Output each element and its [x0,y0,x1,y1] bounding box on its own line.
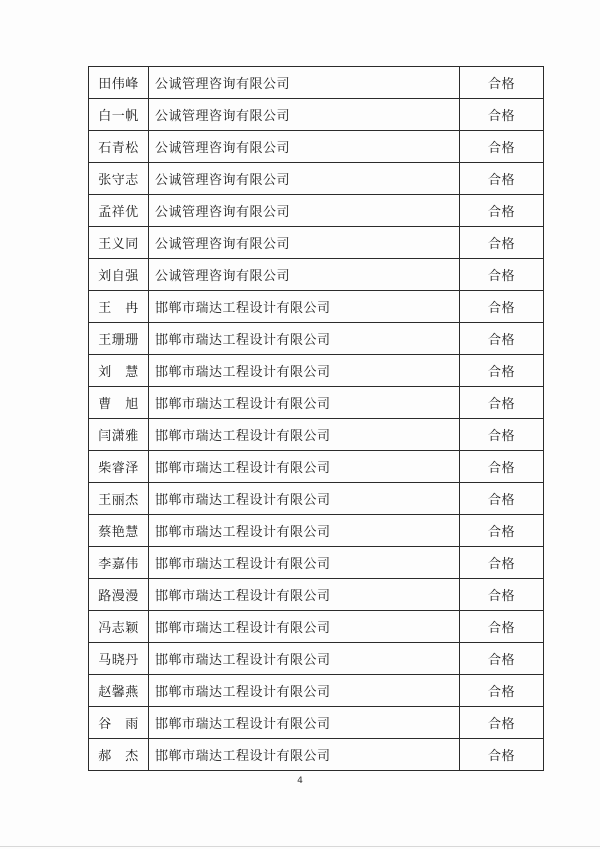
company-name-cell: 公诚管理咨询有限公司 [149,67,460,99]
table-row [89,163,544,195]
page-edge-divider [0,846,600,847]
table-row [89,131,544,163]
person-name-cell: 谷 雨 [89,707,149,739]
person-name-cell: 白一帆 [89,99,149,131]
result-cell: 合格 [460,67,544,99]
table-row [89,579,544,611]
company-name-cell: 邯郸市瑞达工程设计有限公司 [149,611,460,643]
table-row [89,515,544,547]
table-row [89,227,544,259]
company-name-cell: 邯郸市瑞达工程设计有限公司 [149,547,460,579]
result-cell: 合格 [460,579,544,611]
table-row [89,419,544,451]
result-cell: 合格 [460,131,544,163]
page-number: 4 [297,776,303,786]
table-row [89,451,544,483]
result-cell: 合格 [460,419,544,451]
table-row [89,483,544,515]
company-name-cell: 公诚管理咨询有限公司 [149,99,460,131]
company-name-cell: 公诚管理咨询有限公司 [149,131,460,163]
person-name-cell: 石青松 [89,131,149,163]
table-row [89,643,544,675]
table-row [89,323,544,355]
person-name-cell: 王 冉 [89,291,149,323]
company-name-cell: 邯郸市瑞达工程设计有限公司 [149,387,460,419]
table-row [89,67,544,99]
qualification-table-body [89,67,544,771]
result-cell: 合格 [460,739,544,771]
person-name-cell: 马晓丹 [89,643,149,675]
company-name-cell: 邯郸市瑞达工程设计有限公司 [149,675,460,707]
company-name-cell: 邯郸市瑞达工程设计有限公司 [149,355,460,387]
company-name-cell: 邯郸市瑞达工程设计有限公司 [149,579,460,611]
company-name-cell: 公诚管理咨询有限公司 [149,227,460,259]
result-cell: 合格 [460,99,544,131]
person-name-cell: 郝 杰 [89,739,149,771]
table-row [89,547,544,579]
company-name-cell: 邯郸市瑞达工程设计有限公司 [149,739,460,771]
table-row [89,739,544,771]
table-row [89,259,544,291]
person-name-cell: 赵馨燕 [89,675,149,707]
table-row [89,611,544,643]
table-row [89,675,544,707]
company-name-cell: 邯郸市瑞达工程设计有限公司 [149,451,460,483]
table-row [89,387,544,419]
result-cell: 合格 [460,451,544,483]
result-cell: 合格 [460,355,544,387]
result-cell: 合格 [460,195,544,227]
table-row [89,195,544,227]
result-cell: 合格 [460,163,544,195]
person-name-cell: 柴睿泽 [89,451,149,483]
person-name-cell: 刘 慧 [89,355,149,387]
company-name-cell: 公诚管理咨询有限公司 [149,195,460,227]
table-row [89,291,544,323]
person-name-cell: 王珊珊 [89,323,149,355]
person-name-cell: 刘自强 [89,259,149,291]
result-cell: 合格 [460,515,544,547]
person-name-cell: 田伟峰 [89,67,149,99]
person-name-cell: 冯志颖 [89,611,149,643]
result-cell: 合格 [460,675,544,707]
company-name-cell: 邯郸市瑞达工程设计有限公司 [149,707,460,739]
qualification-table [88,66,544,771]
result-cell: 合格 [460,611,544,643]
company-name-cell: 邯郸市瑞达工程设计有限公司 [149,515,460,547]
person-name-cell: 张守志 [89,163,149,195]
company-name-cell: 邯郸市瑞达工程设计有限公司 [149,419,460,451]
result-cell: 合格 [460,643,544,675]
result-cell: 合格 [460,387,544,419]
company-name-cell: 邯郸市瑞达工程设计有限公司 [149,483,460,515]
person-name-cell: 孟祥优 [89,195,149,227]
result-cell: 合格 [460,259,544,291]
result-cell: 合格 [460,291,544,323]
person-name-cell: 路漫漫 [89,579,149,611]
table-row [89,355,544,387]
company-name-cell: 邯郸市瑞达工程设计有限公司 [149,323,460,355]
company-name-cell: 邯郸市瑞达工程设计有限公司 [149,291,460,323]
table-row [89,707,544,739]
result-cell: 合格 [460,483,544,515]
person-name-cell: 李嘉伟 [89,547,149,579]
result-cell: 合格 [460,547,544,579]
person-name-cell: 王丽杰 [89,483,149,515]
table-row [89,99,544,131]
person-name-cell: 蔡艳慧 [89,515,149,547]
person-name-cell: 曹 旭 [89,387,149,419]
result-cell: 合格 [460,227,544,259]
company-name-cell: 公诚管理咨询有限公司 [149,259,460,291]
result-cell: 合格 [460,707,544,739]
company-name-cell: 公诚管理咨询有限公司 [149,163,460,195]
company-name-cell: 邯郸市瑞达工程设计有限公司 [149,643,460,675]
result-cell: 合格 [460,323,544,355]
person-name-cell: 闫潇雅 [89,419,149,451]
person-name-cell: 王义同 [89,227,149,259]
